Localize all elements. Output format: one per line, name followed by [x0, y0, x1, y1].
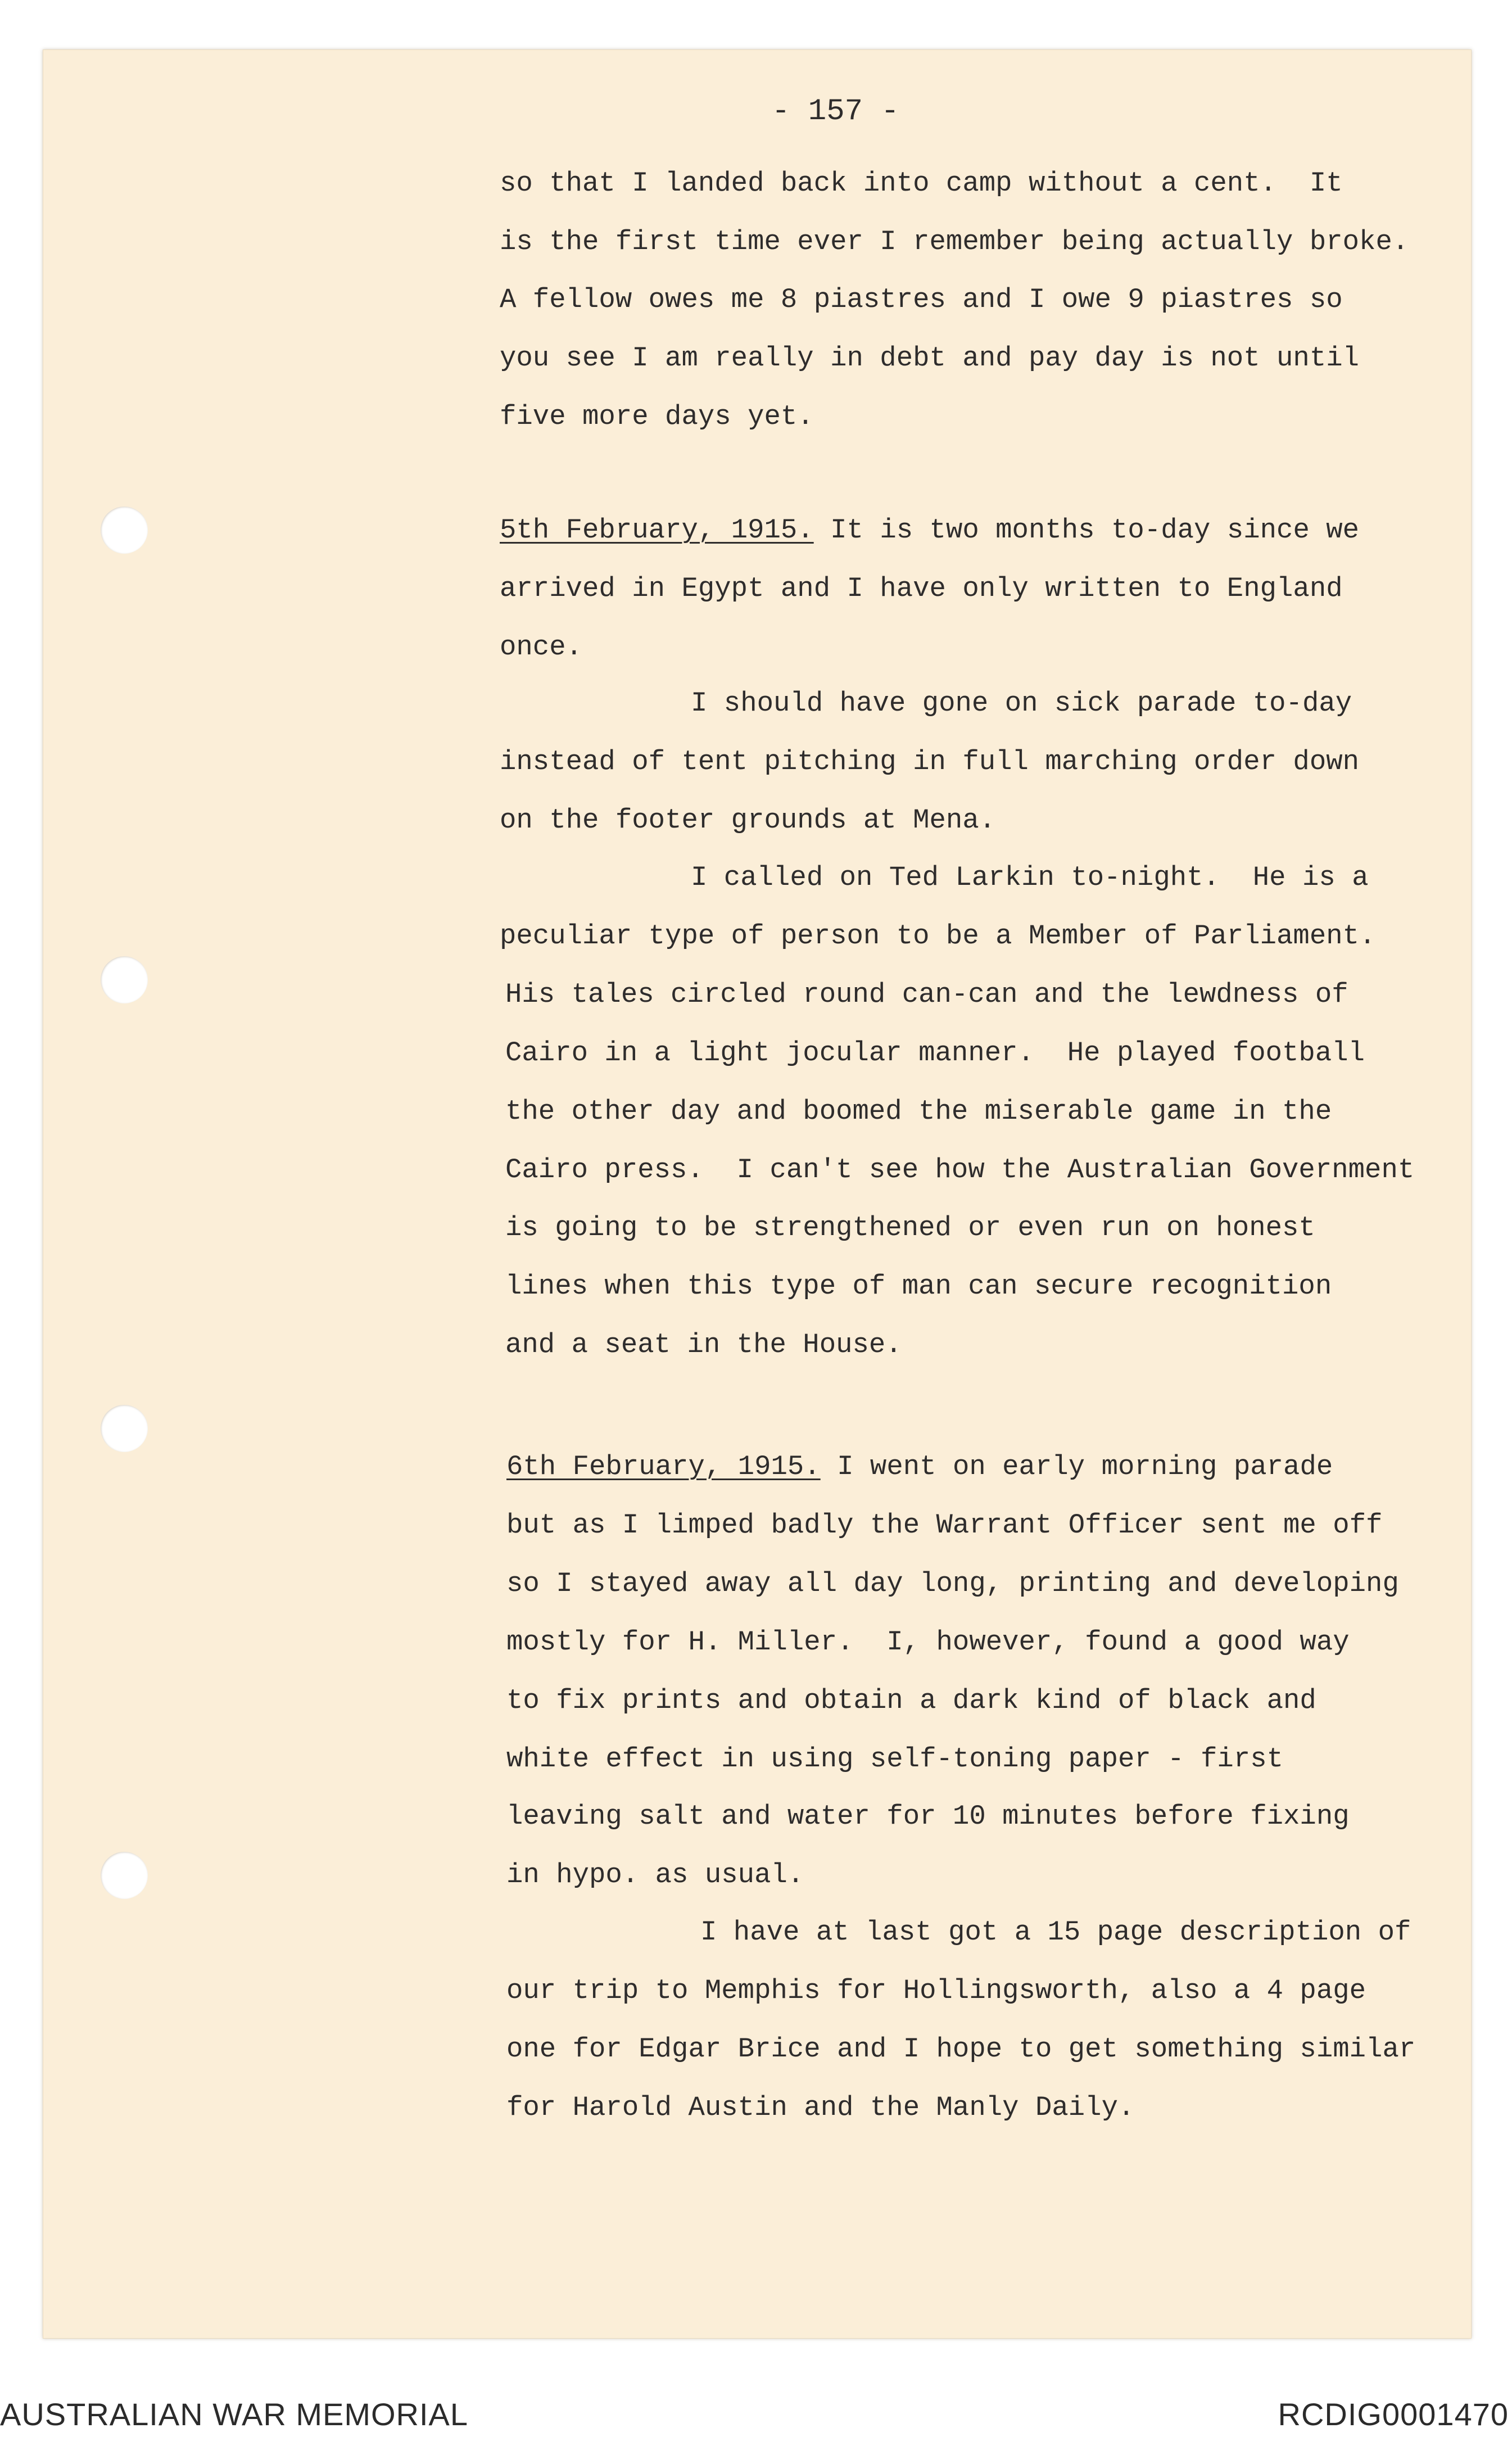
- punch-hole: [101, 507, 148, 554]
- text-line: Cairo press. I can't see how the Australian Government: [505, 1154, 1415, 1186]
- text-line: so I stayed away all day long, printing and developing: [506, 1568, 1399, 1599]
- text-line: I called on Ted Larkin to-night. He is a: [691, 862, 1369, 893]
- entry-line: [506, 1452, 1333, 1481]
- text-line: five more days yet.: [500, 401, 814, 432]
- text-line: I have at last got a 15 page description of: [700, 1916, 1411, 1948]
- text-line: so that I landed back into camp without a cent. It: [500, 168, 1343, 199]
- text-line: Cairo in a light jocular manner. He played football: [505, 1037, 1365, 1069]
- text-line: is going to be strengthened or even run on honest: [505, 1212, 1315, 1244]
- entry-date: 5th February, 1915.: [500, 514, 814, 546]
- text-line: His tales circled round can-can and the lewdness of: [505, 979, 1348, 1010]
- punch-hole: [101, 956, 148, 1003]
- punch-hole: [101, 1405, 148, 1452]
- entry-text: I went on early morning parade: [820, 1451, 1333, 1482]
- text-line: for Harold Austin and the Manly Daily.: [506, 2092, 1135, 2123]
- footer-record-id: RCDIG0001470: [1278, 2397, 1509, 2432]
- text-line: once.: [500, 631, 583, 663]
- text-line: mostly for H. Miller. I, however, found a good way: [506, 1626, 1350, 1658]
- text-line: lines when this type of man can secure recognition: [505, 1271, 1332, 1302]
- text-line: the other day and boomed the miserable game in the: [505, 1096, 1332, 1127]
- punch-hole: [101, 1852, 148, 1899]
- text-line: leaving salt and water for 10 minutes before fixing: [506, 1801, 1350, 1832]
- text-line: is the first time ever I remember being actually broke.: [500, 226, 1409, 257]
- text-line: in hypo. as usual.: [506, 1859, 804, 1891]
- text-line: but as I limped badly the Warrant Officer sent me off: [506, 1509, 1383, 1541]
- text-line: and a seat in the House.: [505, 1329, 902, 1360]
- text-line: I should have gone on sick parade to-day: [691, 688, 1352, 719]
- footer-institution: AUSTRALIAN WAR MEMORIAL: [0, 2397, 469, 2432]
- text-line: arrived in Egypt and I have only written to England: [500, 573, 1343, 604]
- entry-text: It is two months to-day since we: [813, 514, 1360, 546]
- text-line: white effect in using self-toning paper - first: [506, 1743, 1284, 1775]
- text-line: you see I am really in debt and pay day is not until: [500, 342, 1360, 374]
- text-line: to fix prints and obtain a dark kind of black and: [506, 1685, 1316, 1716]
- text-line: A fellow owes me 8 piastres and I owe 9 piastres so: [500, 284, 1343, 315]
- page-number: - 157 -: [772, 94, 899, 129]
- text-line: on the footer grounds at Mena.: [500, 804, 996, 836]
- text-line: our trip to Memphis for Hollingsworth, also a 4 page: [506, 1975, 1366, 2006]
- text-line: peculiar type of person to be a Member of Parliament.: [500, 920, 1376, 952]
- text-line: instead of tent pitching in full marching order down: [500, 746, 1360, 777]
- text-line: one for Edgar Brice and I hope to get something similar: [506, 2033, 1416, 2065]
- entry-line: [500, 516, 1359, 545]
- entry-date: 6th February, 1915.: [506, 1451, 821, 1482]
